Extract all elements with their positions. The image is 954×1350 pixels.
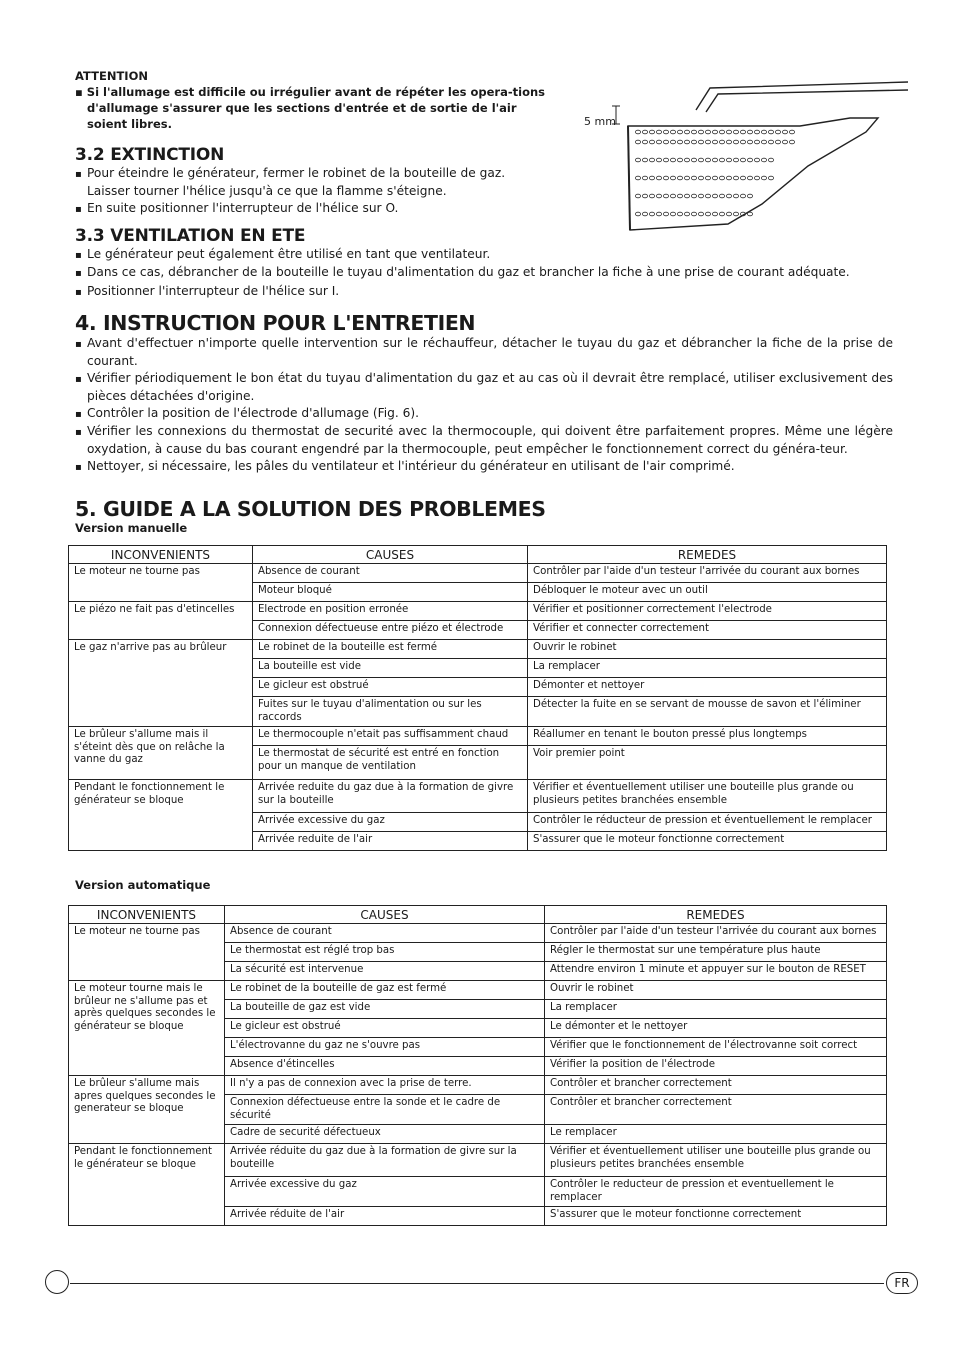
problem-cell: Le brûleur s'allume mais apres quelques secondes le generateur se bloque xyxy=(69,1076,225,1144)
cause-cell: Electrode en position erronée xyxy=(253,602,528,621)
problem-cell: Le moteur ne tourne pas xyxy=(69,564,253,602)
cause-cell: Arrivée reduite de l'air xyxy=(253,832,528,851)
table-header-row xyxy=(69,546,887,564)
auto-version-subtitle: Version automatique xyxy=(75,878,211,892)
list-item: ▪ Pour éteindre le générateur, fermer le robinet de la bouteille de gaz. Laisser tourner l'hélice jusqu'à ce que la flamme s'éteigne. xyxy=(75,165,545,200)
cause-cell: La bouteille est vide xyxy=(253,659,528,678)
problem-cell: Le moteur tourne mais le brûleur ne s'allume pas et après quelques secondes le générateur se bloque xyxy=(69,981,225,1076)
problem-cell: Le moteur ne tourne pas xyxy=(69,924,225,981)
table-row xyxy=(69,981,887,1000)
remedy-cell: Ouvrir le robinet xyxy=(545,981,887,1000)
cause-cell: Le gicleur est obstrué xyxy=(253,678,528,697)
remedy-cell: Contrôler et brancher correctement xyxy=(545,1076,887,1095)
list-item: ▪ En suite positionner l'interrupteur de l'hélice sur O. xyxy=(75,200,545,218)
cause-cell: Absence de courant xyxy=(253,564,528,583)
electrode-figure xyxy=(578,74,908,234)
remedy-cell: Vérifier et éventuellement utiliser une bouteille plus grande ou plusieurs petites branchées ensemble xyxy=(528,780,887,813)
remedy-cell: Vérifier et connecter correctement xyxy=(528,621,887,640)
table-row xyxy=(69,924,887,943)
section-3-2-list xyxy=(75,165,545,218)
footer-rule xyxy=(70,1283,884,1284)
auto-troubleshooting-table xyxy=(68,905,887,1226)
table-row xyxy=(69,602,887,621)
remedy-cell: Régler le thermostat sur une température plus haute xyxy=(545,943,887,962)
remedy-cell: Attendre environ 1 minute et appuyer sur le bouton de RESET xyxy=(545,962,887,981)
header-remedes: REMEDES xyxy=(528,546,887,564)
remedy-cell: La remplacer xyxy=(528,659,887,678)
remedy-cell: Vérifier que le fonctionnement de l'électrovanne soit correct xyxy=(545,1038,887,1057)
section-4-title: 4. INSTRUCTION POUR L'ENTRETIEN xyxy=(75,311,476,335)
remedy-cell: Vérifier et éventuellement utiliser une bouteille plus grande ou plusieurs petites branchées ensemble xyxy=(545,1144,887,1177)
table-row xyxy=(69,564,887,583)
remedy-cell: Réallumer en tenant le bouton pressé plus longtemps xyxy=(528,727,887,746)
cause-cell: Le gicleur est obstrué xyxy=(225,1019,545,1038)
cause-cell: Le thermostat est réglé trop bas xyxy=(225,943,545,962)
header-remedes: REMEDES xyxy=(545,906,887,924)
table-row xyxy=(69,1076,887,1095)
table-row xyxy=(69,640,887,659)
list-item: ▪ Contrôler la position de l'électrode d'allumage (Fig. 6). xyxy=(75,405,893,423)
list-item: ▪ Vérifier périodiquement le bon état du tuyau d'alimentation du gaz et au cas où il devrait être remplacé, utiliser exclusivement des pièces détachées d'origine. xyxy=(75,370,893,405)
table-row xyxy=(69,780,887,813)
cause-cell: Le robinet de la bouteille est fermé xyxy=(253,640,528,659)
section-3-2-title: 3.2 EXTINCTION xyxy=(75,145,225,165)
list-item: ▪ Le générateur peut également être utilisé en tant que ventilateur. xyxy=(75,246,895,264)
list-item: ▪ Nettoyer, si nécessaire, les pâles du ventilateur et l'intérieur du générateur en utilisant de l'air comprimé. xyxy=(75,458,893,476)
remedy-cell: Le remplacer xyxy=(545,1125,887,1144)
cause-cell: Il n'y a pas de connexion avec la prise de terre. xyxy=(225,1076,545,1095)
table-row xyxy=(69,727,887,746)
remedy-cell: Voir premier point xyxy=(528,746,887,780)
section-3-3-list xyxy=(75,246,895,301)
remedy-cell: Débloquer le moteur avec un outil xyxy=(528,583,887,602)
cause-cell: Arrivée réduite du gaz due à la formation de givre sur la bouteille xyxy=(225,1144,545,1177)
cause-cell: Le thermocouple n'etait pas suffisamment chaud xyxy=(253,727,528,746)
problem-cell: Le brûleur s'allume mais il s'éteint dès que on relâche la vanne du gaz xyxy=(69,727,253,780)
section-4-list xyxy=(75,335,893,476)
attention-title: ATTENTION xyxy=(75,69,148,83)
dimension-label: 5 mm xyxy=(584,115,616,128)
cause-cell: La sécurité est intervenue xyxy=(225,962,545,981)
remedy-cell: Détecter la fuite en se servant de mousse de savon et l'éliminer xyxy=(528,697,887,727)
cause-cell: Arrivée reduite du gaz due à la formation de givre sur la bouteille xyxy=(253,780,528,813)
cause-cell: Absence d'étincelles xyxy=(225,1057,545,1076)
page-number-circle xyxy=(45,1270,69,1294)
section-3-3-title: 3.3 VENTILATION EN ETE xyxy=(75,226,306,246)
problem-cell: Le piézo ne fait pas d'etincelles xyxy=(69,602,253,640)
remedy-cell: Démonter et nettoyer xyxy=(528,678,887,697)
list-item: ▪ Positionner l'interrupteur de l'hélice sur I. xyxy=(75,283,895,301)
cause-cell: Arrivée réduite de l'air xyxy=(225,1207,545,1226)
remedy-cell: Ouvrir le robinet xyxy=(528,640,887,659)
remedy-cell: Contrôler et brancher correctement xyxy=(545,1095,887,1125)
header-causes: CAUSES xyxy=(253,546,528,564)
list-item: ▪ Dans ce cas, débrancher de la bouteille le tuyau d'alimentation du gaz et brancher la fiche à une prise de courant adéquate. xyxy=(75,264,895,282)
list-item: ▪ Vérifier les connexions du thermostat de securité avec la thermocouple, qui doivent être parfaitement propres. Même une légère oxydation, à cause du bas courant engendré par la thermocouple, peut empêcher le fonctionnement correct du généra-teur. xyxy=(75,423,893,458)
remedy-cell: S'assurer que le moteur fonctionne correctement xyxy=(528,832,887,851)
cause-cell: Cadre de securité défectueux xyxy=(225,1125,545,1144)
cause-cell: Connexion défectueuse entre la sonde et le cadre de sécurité xyxy=(225,1095,545,1125)
remedy-cell: Le démonter et le nettoyer xyxy=(545,1019,887,1038)
cause-cell: Connexion défectueuse entre piézo et électrode xyxy=(253,621,528,640)
table-row xyxy=(69,1144,887,1177)
cause-cell: La bouteille de gaz est vide xyxy=(225,1000,545,1019)
manual-troubleshooting-table xyxy=(68,545,887,851)
header-inconvenients: INCONVENIENTS xyxy=(69,906,225,924)
cause-cell: Fuites sur le tuyau d'alimentation ou sur les raccords xyxy=(253,697,528,727)
remedy-cell: Contrôler par l'aide d'un testeur l'arrivée du courant aux bornes xyxy=(528,564,887,583)
header-causes: CAUSES xyxy=(225,906,545,924)
table-header-row xyxy=(69,906,887,924)
cause-cell: Moteur bloqué xyxy=(253,583,528,602)
cause-cell: Le thermostat de sécurité est entré en fonction pour un manque de ventilation xyxy=(253,746,528,780)
remedy-cell: La remplacer xyxy=(545,1000,887,1019)
cause-cell: Arrivée excessive du gaz xyxy=(253,813,528,832)
section-5-title: 5. GUIDE A LA SOLUTION DES PROBLEMES xyxy=(75,497,546,521)
remedy-cell: Contrôler par l'aide d'un testeur l'arrivée du courant aux bornes xyxy=(545,924,887,943)
remedy-cell: Contrôler le reducteur de pression et eventuellement le remplacer xyxy=(545,1177,887,1207)
problem-cell: Pendant le fonctionnement le générateur se bloque xyxy=(69,1144,225,1226)
remedy-cell: Contrôler le réducteur de pression et éventuellement le remplacer xyxy=(528,813,887,832)
header-inconvenients: INCONVENIENTS xyxy=(69,546,253,564)
cause-cell: Arrivée excessive du gaz xyxy=(225,1177,545,1207)
remedy-cell: Vérifier la position de l'électrode xyxy=(545,1057,887,1076)
language-badge: FR xyxy=(886,1272,918,1294)
problem-cell: Pendant le fonctionnement le générateur se bloque xyxy=(69,780,253,851)
remedy-cell: S'assurer que le moteur fonctionne correctement xyxy=(545,1207,887,1226)
cause-cell: Absence de courant xyxy=(225,924,545,943)
attention-block xyxy=(75,68,555,132)
attention-text: ▪ Si l'allumage est difficile ou irrégulier avant de répéter les opera-tions d'allumage s'assurer que les sections d'entrée et de sortie de l'air soient libres. xyxy=(75,85,546,131)
cause-cell: L'électrovanne du gaz ne s'ouvre pas xyxy=(225,1038,545,1057)
cause-cell: Le robinet de la bouteille de gaz est fermé xyxy=(225,981,545,1000)
problem-cell: Le gaz n'arrive pas au brûleur xyxy=(69,640,253,727)
remedy-cell: Vérifier et positionner correctement l'electrode xyxy=(528,602,887,621)
list-item: ▪ Avant d'effectuer n'importe quelle intervention sur le réchauffeur, détacher le tuyau du gaz et débrancher la fiche de la prise de courant. xyxy=(75,335,893,370)
manual-version-subtitle: Version manuelle xyxy=(75,521,188,535)
